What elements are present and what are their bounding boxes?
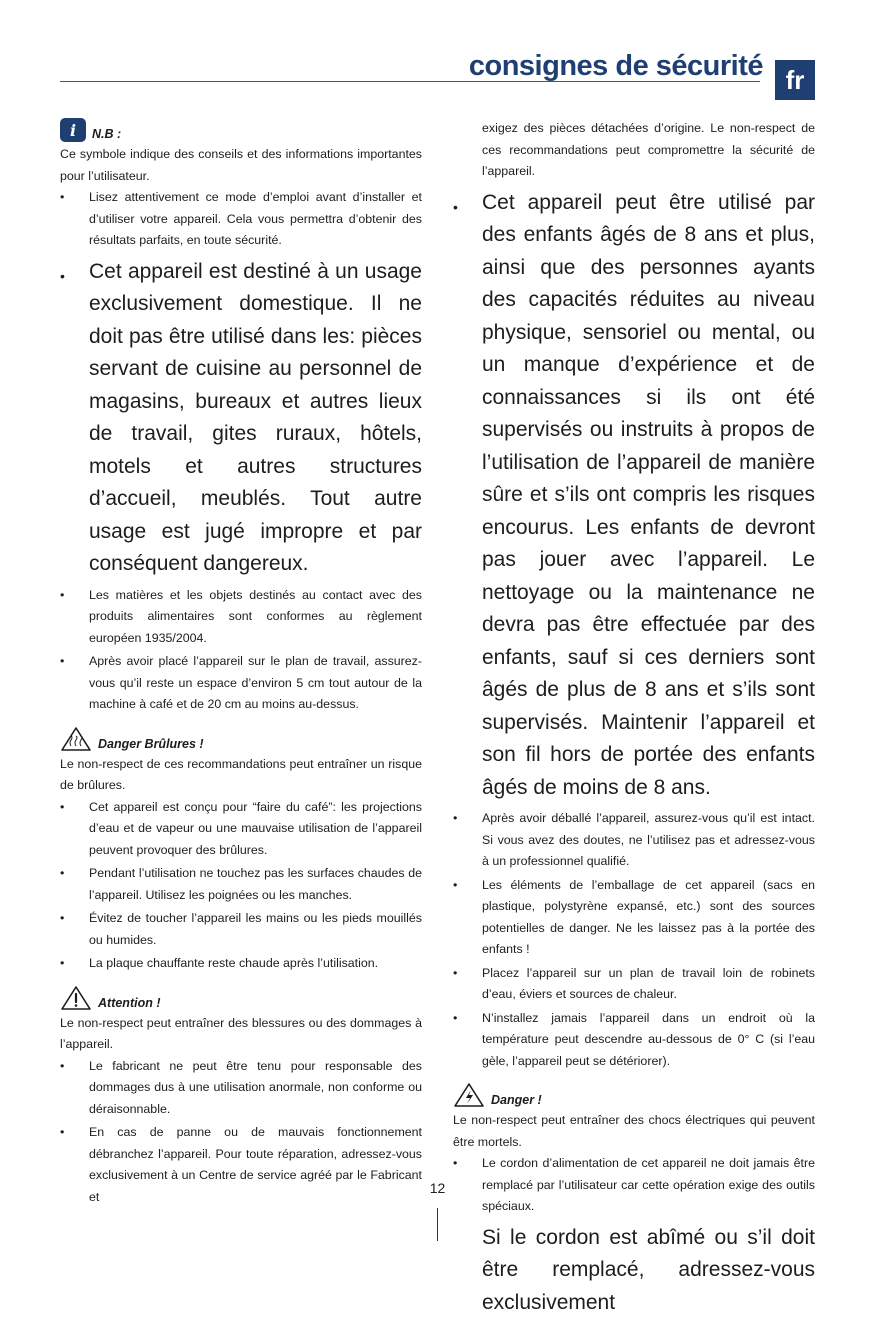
nb-heading: [60, 118, 422, 142]
nb-text: Ce symbole indique des conseils et des informations importantes pour l’utilisateur.: [60, 144, 422, 187]
attention-label: Attention !: [98, 995, 160, 1011]
attention-heading: [60, 985, 422, 1011]
danger-heading: [453, 1082, 815, 1108]
list: [453, 187, 815, 1073]
info-icon: i: [60, 118, 86, 142]
list-item: • La plaque chauffante reste chaude après l’utilisation.: [60, 953, 422, 975]
language-badge: fr: [775, 60, 815, 100]
list-item: • Le cordon d’alimentation de cet appareil ne doit jamais être remplacé par l’utilisateur car cette opération exige des outils spéciaux.: [453, 1153, 815, 1218]
page-number: 12: [0, 1180, 875, 1196]
danger-text: Le non-respect peut entraîner des chocs électriques qui peuvent être mortels.: [453, 1110, 815, 1153]
list-item: • N’installez jamais l’appareil dans un endroit où la température peut descendre au-dessous de 0° C (si l’eau gèle, l’appareil peut se détériorer).: [453, 1008, 815, 1073]
electric-hazard-icon: [453, 1082, 485, 1108]
list-item: • Placez l’appareil sur un plan de travail loin de robinets d’eau, éviers et sources de chaleur.: [453, 963, 815, 1006]
list-item: • En cas de panne ou de mauvais fonctionnement débranchez l’appareil. Pour toute réparation, adressez-vous exclusivement à un Centre de service agréé par le Fabricant et: [60, 1122, 422, 1208]
continued-text: exigez des pièces détachées d’origine. Le non-respect de ces recommandations peut compromettre la sécurité de l’appareil.: [453, 118, 815, 183]
list-item-emphasis: • Cet appareil est destiné à un usage exclusivement domestique. Il ne doit pas être utilisé dans les: pièces servant de cuisine au personnel de magasins, bureaux et autres lieux de travail, gites ruraux, hôtels, motels et autres structures d’accueil, meublés. Tout autre usage est jugé impropre et par conséquent dangereux.: [60, 256, 422, 581]
list-item: • Les matières et les objets destinés au contact avec des produits alimentaires sont conformes au règlement européen 1935/2004.: [60, 585, 422, 650]
list-item: • Pendant l’utilisation ne touchez pas les surfaces chaudes de l’appareil. Utilisez les poignées ou les manches.: [60, 863, 422, 906]
burn-heading: [60, 726, 422, 752]
list-item: • Après avoir placé l’appareil sur le plan de travail, assurez-vous qu’il reste un espace d’environ 5 cm tout autour de la machine à café et de 20 cm au moins au-dessus.: [60, 651, 422, 716]
list-item: • Après avoir déballé l’appareil, assurez-vous qu’il est intact. Si vous avez des doutes, ne l’utilisez pas et adressez-vous à un professionnel qualifié.: [453, 808, 815, 873]
burn-list: [60, 797, 422, 975]
list-item: • Les éléments de l’emballage de cet appareil (sacs en plastique, polystyrène expansé, etc.) sont des sources potentielles de danger. Ne les laissez pas à la portée des enfants !: [453, 875, 815, 961]
warning-icon: [60, 985, 92, 1011]
list-item: • Cet appareil est conçu pour “faire du café”: les projections d’eau et de vapeur ou une mauvaise utilisation de l’appareil peuvent provoquer des brûlures.: [60, 797, 422, 862]
burn-text: Le non-respect de ces recommandations peut entraîner un risque de brûlures.: [60, 754, 422, 797]
attention-text: Le non-respect peut entraîner des blessures ou des dommages à l’appareil.: [60, 1013, 422, 1056]
hot-surface-warning-icon: [60, 726, 92, 752]
burn-label: Danger Brûlures !: [98, 736, 204, 752]
left-column: [60, 118, 422, 1210]
footer-rule: [437, 1208, 438, 1241]
list-item: • Le fabricant ne peut être tenu pour responsable des dommages dus à une utilisation anormale, non conforme ou déraisonnable.: [60, 1056, 422, 1121]
nb-label: N.B :: [92, 126, 121, 142]
list-item: • Évitez de toucher l’appareil les mains ou les pieds mouillés ou humides.: [60, 908, 422, 951]
list-item-emphasis: • Cet appareil peut être utilisé par des enfants âgés de 8 ans et plus, ainsi que des personnes ayants des capacités réduites au niveau physique, sensoriel ou mental, ou un manque d’expérience et de connaissances si ils ont été supervisés ou instruits à propos de l’utilisation de l’appareil de manière sûre et s’ils ont compris les risques encourus. Les enfants de devront pas jouer avec l’appareil. Le nettoyage ou la maintenance ne devra pas être effectuée par des enfants, sauf si ces derniers sont âgés de plus de 8 ans et s’ils sont supervisés. Maintenir l’appareil et son fil hors de portée des enfants âgés de moins de 8 ans.: [453, 187, 815, 805]
danger-label: Danger !: [491, 1092, 542, 1108]
right-column: [453, 118, 815, 1319]
page-title: consignes de sécurité: [469, 50, 763, 83]
emphasis-text: Si le cordon est abîmé ou s’il doit être remplacé, adressez-vous exclusivement: [453, 1222, 815, 1319]
list: [60, 187, 422, 716]
list-item: • Lisez attentivement ce mode d’emploi avant d’installer et d’utiliser votre appareil. Cela vous permettra d’obtenir des résultats parfaits, en toute sécurité.: [60, 187, 422, 252]
